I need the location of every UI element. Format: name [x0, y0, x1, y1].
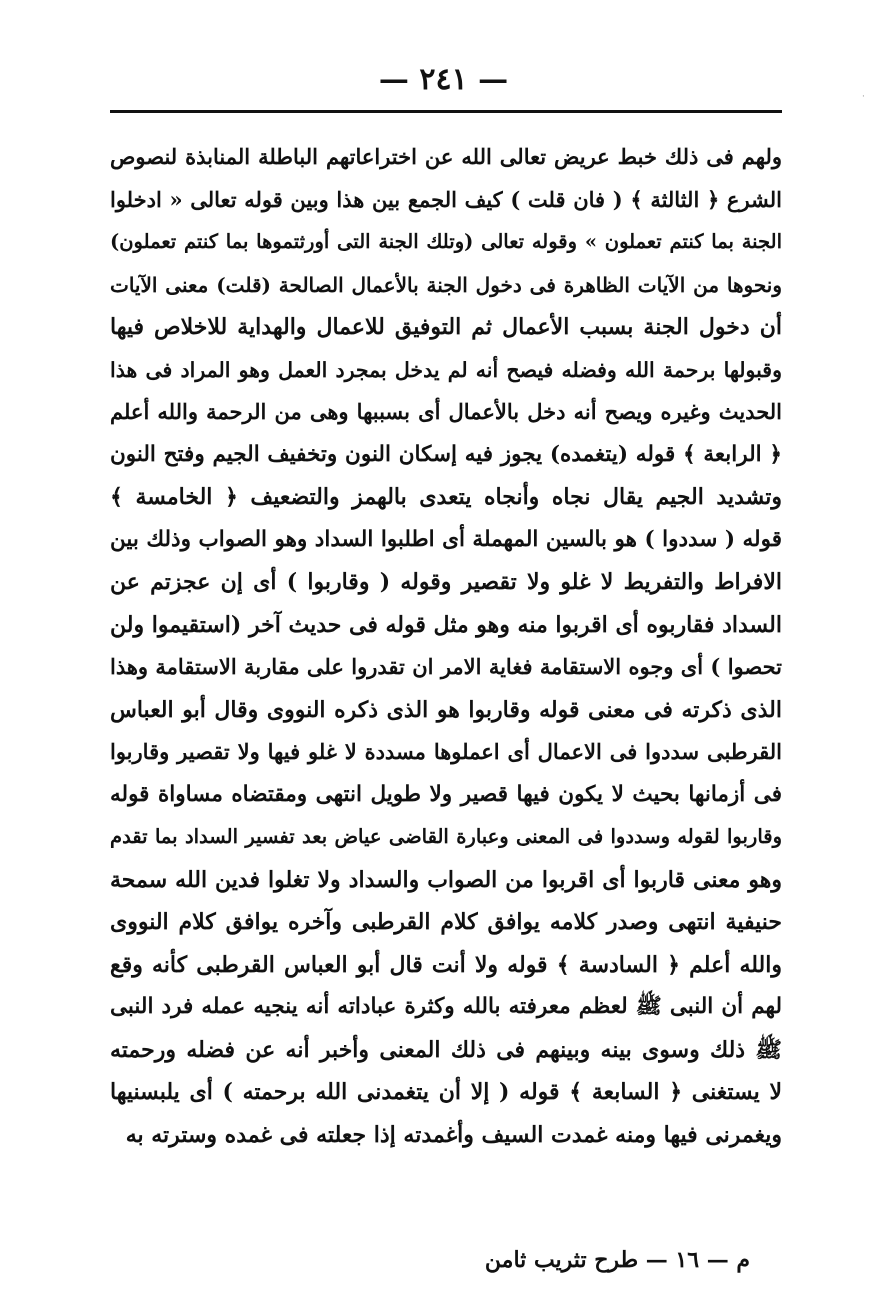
text-line: لا يستغنى ﴿ السابعة ﴾ قوله ( إلا أن يتغمدنى الله برحمته ) أى يلبسنيها: [110, 1079, 782, 1105]
body-text: [110, 136, 782, 1156]
text-line: حنيفية انتهى وصدر كلامه يوافق كلام القرطبى وآخره يوافق كلام النووى: [110, 909, 782, 935]
text-line: وهو معنى قاربوا أى اقربوا من الصواب والسداد ولا تغلوا فدين الله سمحة: [110, 866, 782, 893]
text-line: السداد فقاربوه أى اقربوا منه وهو مثل قوله فى حديث آخر (استقيموا ولن: [110, 611, 782, 638]
text-line: وقاربوا لقوله وسددوا فى المعنى وعبارة القاضى عياض بعد تفسير السداد بما تقدم: [110, 825, 782, 848]
text-line: الذى ذكرته فى معنى قوله وقاربوا هو الذى ذكره النووى وقال أبو العباس: [110, 696, 782, 723]
text-line: لهم أن النبى ﷺ لعظم معرفته بالله وكثرة عباداته أنه ينجيه عمله فرد النبى: [110, 994, 782, 1019]
page-number: — ٢٤١ —: [378, 62, 509, 97]
text-line: ولهم فى ذلك خبط عريض تعالى الله عن اختراعاتهم الباطلة المنابذة لنصوص: [110, 144, 782, 169]
text-line: ونحوها من الآيات الظاهرة فى دخول الجنة بالأعمال الصالحة (قلت) معنى الآيات: [110, 272, 782, 297]
text-line: الشرع ﴿ الثالثة ﴾ ( فان قلت ) كيف الجمع بين هذا وبين قوله تعالى « ادخلوا: [110, 186, 782, 212]
text-line: فى أزمانها بحيث لا يكون فيها قصير ولا طويل انتهى ومقتضاه مساواة قوله: [110, 781, 782, 807]
page-footer: م — ١٦ — طرح تثريب ثامن: [484, 1247, 750, 1273]
text-line: الافراط والتفريط لا غلو ولا تقصير وقوله ( وقاربوا ) أى إن عجزتم عن: [110, 569, 782, 595]
text-line: وتشديد الجيم يقال نجاه وأنجاه يتعدى بالهمز والتضعيف ﴿ الخامسة ﴾: [110, 484, 782, 510]
text-line: والله أعلم ﴿ السادسة ﴾ قوله ولا أنت قال أبو العباس القرطبى كأنه وقع: [110, 951, 782, 978]
text-line: ويغمرنى فيها ومنه غمدت السيف وأغمدته إذا جعلته فى غمده وسترته به: [125, 1121, 782, 1148]
header-rule: [110, 110, 782, 113]
text-line: ﴿ الرابعة ﴾ قوله (يتغمده) يجوز فيه إسكان النون وتخفيف الجيم وفتح النون: [110, 441, 782, 467]
text-line: وقبولها برحمة الله وفضله فيصح أنه لم يدخل بمجرد العمل وهو المراد فى هذا: [110, 357, 782, 382]
margin-speck: ·: [862, 92, 865, 102]
text-line: الحديث وغيره ويصح أنه دخل بالأعمال أى بسببها وهى من الرحمة والله أعلم: [110, 399, 782, 424]
text-line: ﷺ ذلك وسوى بينه وبينهم فى ذلك المعنى وأخبر أنه عن فضله ورحمته: [110, 1036, 782, 1063]
text-line: أن دخول الجنة بسبب الأعمال ثم التوفيق للاعمال والهداية للاخلاص فيها: [110, 314, 782, 340]
text-line: قوله ( سددوا ) هو بالسين المهملة أى اطلبوا السداد وهو الصواب وذلك بين: [110, 526, 782, 552]
text-line: القرطبى سددوا فى الاعمال أى اعملوها مسددة لا غلو فيها ولا تقصير وقاربوا: [110, 739, 782, 764]
text-line: الجنة بما كنتم تعملون » وقوله تعالى (وتلك الجنة التى أورثتموها بما كنتم تعملون): [110, 230, 782, 253]
text-line: تحصوا ) أى وجوه الاستقامة فغاية الامر ان تقدروا على مقاربة الاستقامة وهذا: [110, 654, 782, 679]
